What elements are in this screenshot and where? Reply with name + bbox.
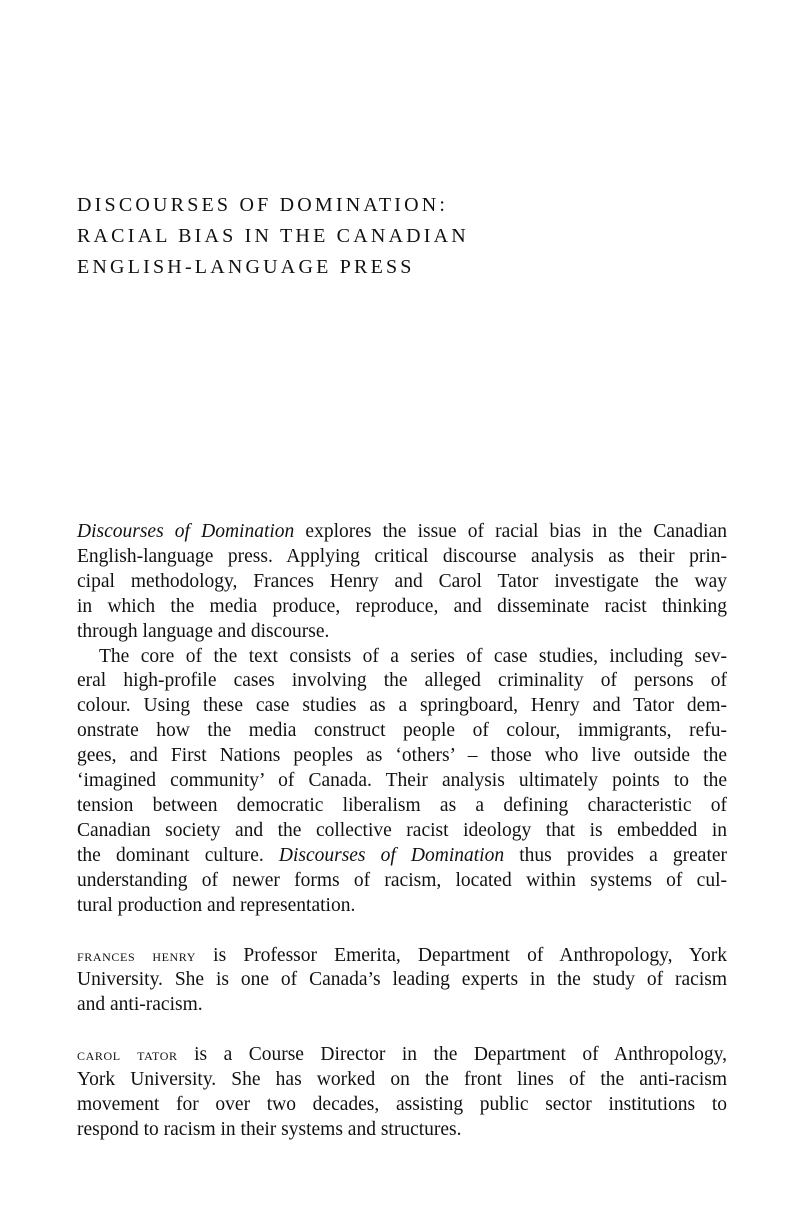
text-line: The core of the text consists of a series of case studies, including sev- (99, 645, 727, 667)
description-paragraph-1 (77, 520, 727, 645)
paragraph-gap (77, 919, 727, 944)
text-line: cipal methodology, Frances Henry and Carol Tator investigate the way (77, 570, 727, 592)
author-name: carol tator (77, 1045, 178, 1065)
paragraph-gap (77, 1018, 727, 1043)
author-bio-frances-henry (77, 944, 727, 1019)
description-paragraph-2 (77, 645, 727, 919)
text-line: colour. Using these case studies as a springboard, Henry and Tator dem- (77, 695, 727, 717)
text-line: gees, and First Nations peoples as ‘others’ – those who live outside the (77, 745, 727, 767)
author-bio-carol-tator (77, 1043, 727, 1143)
text-fragment: is Professor Emerita, Department of Anthropology, York (196, 944, 728, 966)
text-line (77, 944, 727, 969)
author-name: frances henry (77, 945, 197, 965)
text-line: respond to racism in their systems and structures. (77, 1118, 462, 1140)
text-line: ‘imagined community’ of Canada. Their analysis ultimately points to the (77, 770, 727, 792)
title-line: ENGLISH-LANGUAGE PRESS (77, 256, 415, 278)
title-line: RACIAL BIAS IN THE CANADIAN (77, 225, 469, 247)
book-description (77, 520, 727, 1143)
text-line: eral high-profile cases involving the alleged criminality of persons of (77, 670, 727, 692)
text-fragment: thus provides a greater (504, 844, 728, 866)
text-line (77, 520, 727, 545)
book-title-italic: Discourses of Domination (77, 521, 295, 542)
text-line: tension between democratic liberalism as a defining characteristic of (77, 794, 727, 816)
text-line: understanding of newer forms of racism, located within systems of cul- (77, 869, 727, 891)
book-title-italic: Discourses of Domination (278, 844, 505, 866)
text-fragment: is a Course Director in the Department of Anthropology, (177, 1044, 728, 1066)
text-line: movement for over two decades, assisting public sector institutions to (77, 1094, 727, 1116)
text-line: tural production and representation. (77, 894, 356, 916)
title-line: DISCOURSES OF DOMINATION: (77, 194, 449, 216)
text-fragment: the dominant culture. (77, 844, 279, 866)
text-line: English-language press. Applying critical discourse analysis as their prin- (77, 545, 727, 567)
text-line: through language and discourse. (77, 620, 330, 642)
text-line: and anti-racism. (77, 994, 203, 1016)
text-line: onstrate how the media construct people of colour, immigrants, refu- (77, 720, 727, 742)
text-line: in which the media produce, reproduce, and disseminate racist thinking (77, 595, 727, 617)
text-line (77, 844, 727, 869)
text-line: Canadian society and the collective racist ideology that is embedded in (77, 819, 727, 841)
text-fragment: explores the issue of racial bias in the Canadian (294, 521, 727, 542)
book-title-block (77, 190, 469, 283)
text-line (77, 1043, 727, 1068)
text-line: University. She is one of Canada’s leading experts in the study of racism (77, 969, 727, 991)
text-line: York University. She has worked on the front lines of the anti-racism (77, 1069, 727, 1091)
